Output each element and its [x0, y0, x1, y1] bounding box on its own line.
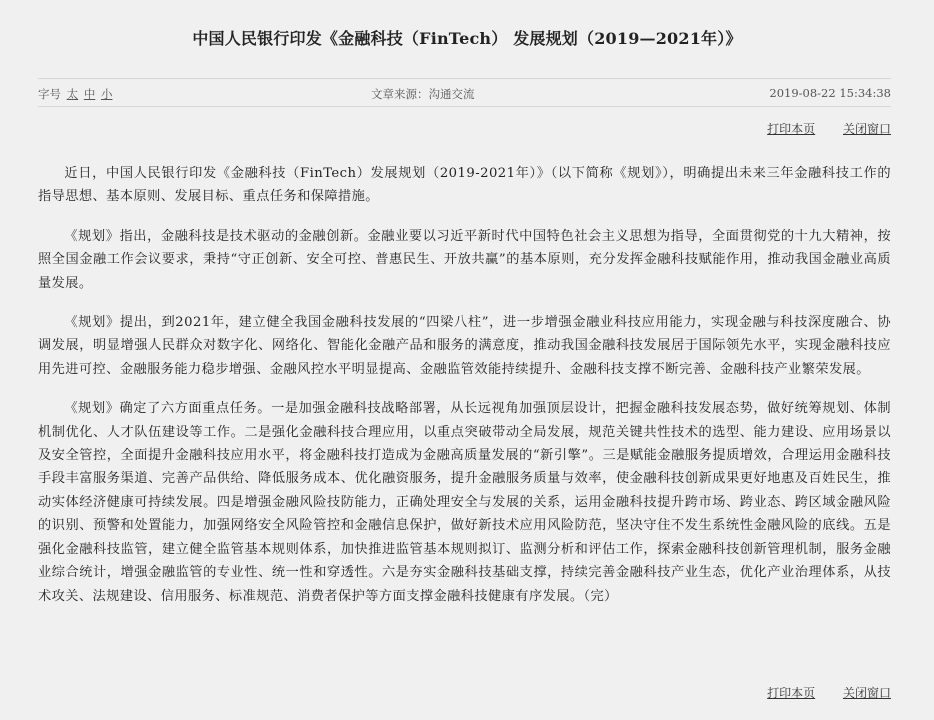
article-source: 文章来源：沟通交流 — [371, 87, 475, 101]
top-actions — [743, 120, 891, 137]
paragraph: 《规划》确定了六方面重点任务。一是加强金融科技战略部署，从长远视角加强顶层设计，把握金融科技发展态势，做好统筹规划、体制机制优化、人才队伍建设等工作。二是强化金融科技合理应用，以重点突破带动全局发展，规范关键共性技术的选型、能力建设、应用场景以及安全管控，全面提升金融科技应用水平，将金融科技打造成为金融高质量发展的“新引擎”。三是赋能金融服务提质增效，合理运用金融科技手段丰富服务渠道、完善产品供给、降低服务成本、优化融资服务，提升金融服务质量与效率，使金融科技创新成果更好地惠及百姓民生，推动实体经济健康可持续发展。四是增强金融风险技防能力，正确处理安全与发展的关系，运用金融科技提升跨市场、跨业态、跨区域金融风险的识别、预警和处置能力，加强网络安全风险管控和金融信息保护，做好新技术应用风险防范，坚决守住不发生系统性金融风险的底线。五是强化金融科技监管，建立健全监管基本规则体系，加快推进监管基本规则拟订、监测分析和评估工作，探索金融科技创新管理机制，服务金融业综合统计，增强金融监管的专业性、统一性和穿透性。六是夯实金融科技基础支撑，持续完善金融科技产业生态，优化产业治理体系，从技术攻关、法规建设、信用服务、标准规范、消费者保护等方面支撑金融科技健康有序发展。（完） — [38, 401, 891, 604]
font-size-label: 字号 — [38, 87, 61, 101]
article-date: 2019-08-22 15:34:38 — [769, 86, 891, 100]
paragraph: 《规划》提出，到2021年，建立健全我国金融科技发展的“四梁八柱”，进一步增强金融业科技应用能力，实现金融与科技深度融合、协调发展，明显增强人民群众对数字化、网络化、智能化金融产品和服务的满意度，推动我国金融科技发展居于国际领先水平，实现金融科技应用先进可控、金融服务能力稳步增强、金融风控水平明显提高、金融监管效能持续提升、金融科技支撑不断完善、金融科技产业繁荣发展。 — [38, 315, 891, 377]
close-window-link[interactable]: 关闭窗口 — [842, 122, 891, 136]
bottom-actions — [743, 684, 891, 701]
print-page-link[interactable]: 打印本页 — [767, 122, 816, 136]
font-size-small-link[interactable]: 小 — [100, 87, 113, 101]
font-size-medium-link[interactable]: 中 — [83, 87, 96, 101]
article-body — [38, 162, 891, 624]
close-window-link[interactable]: 关闭窗口 — [842, 686, 891, 700]
article-title: 中国人民银行印发《金融科技（FinTech） 发展规划（2019—2021年）》 — [192, 29, 742, 48]
article-info-bar — [38, 78, 891, 107]
paragraph: 《规划》指出，金融科技是技术驱动的金融创新。金融业要以习近平新时代中国特色社会主义思想为指导，全面贯彻党的十九大精神，按照全国金融工作会议要求，秉持“守正创新、安全可控、普惠民生、开放共赢”的基本原则，充分发挥金融科技赋能作用，推动我国金融业高质量发展。 — [38, 228, 891, 291]
paragraph: 近日，中国人民银行印发《金融科技（FinTech）发展规划（2019-2021年）》（以下简称《规划》），明确提出未来三年金融科技工作的指导思想、基本原则、发展目标、重点任务和保障措施。 — [38, 166, 891, 205]
font-size-selector — [38, 86, 112, 102]
font-size-large-link[interactable]: 太 — [66, 87, 79, 101]
print-page-link[interactable]: 打印本页 — [767, 686, 816, 700]
